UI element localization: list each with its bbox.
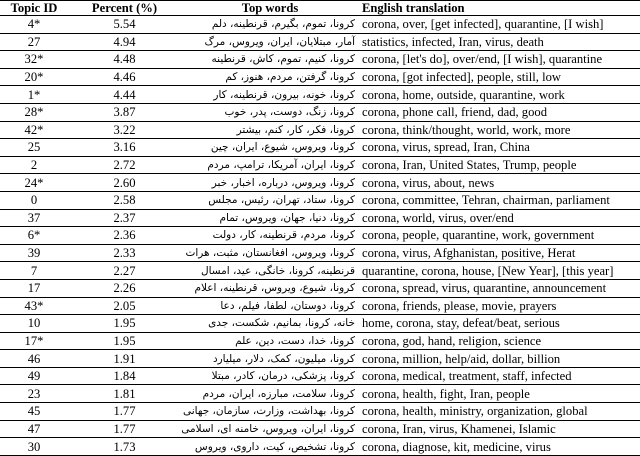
- percent-cell: 2.36: [68, 227, 181, 245]
- table-row: [0, 33, 640, 51]
- table-row: [0, 121, 640, 139]
- english-translation-cell: corona, virus, Afghanistan, positive, Herat: [359, 244, 640, 262]
- top-words-cell: کرونا، خونه، بیرون، قرنطینه، کار: [181, 86, 359, 104]
- table-row: [0, 139, 640, 157]
- percent-cell: 3.22: [68, 121, 181, 139]
- top-words-cell: کرونا، سلامت، مبارزه، ایران، مردم: [181, 385, 359, 403]
- table-row: [0, 103, 640, 121]
- english-translation-cell: corona, diagnose, kit, medicine, virus: [359, 438, 640, 456]
- english-translation-cell: corona, think/thought, world, work, more: [359, 121, 640, 139]
- topic-id-cell: 47: [0, 420, 68, 438]
- top-words-cell: کرونا، دوستان، لطفا، فیلم، دعا: [181, 297, 359, 315]
- percent-cell: 4.48: [68, 51, 181, 69]
- english-translation-cell: corona, friends, please, movie, prayers: [359, 297, 640, 315]
- english-translation-cell: corona, virus, about, news: [359, 174, 640, 192]
- percent-cell: 2.26: [68, 279, 181, 297]
- top-words-cell: کرونا، ایران، ویروس، خامنه ای، اسلامی: [181, 420, 359, 438]
- percent-cell: 2.33: [68, 244, 181, 262]
- table-row: [0, 86, 640, 104]
- table-row: [0, 403, 640, 421]
- topic-id-cell: 46: [0, 350, 68, 368]
- table-row: [0, 191, 640, 209]
- table-row: [0, 227, 640, 245]
- english-translation-cell: home, corona, stay, defeat/beat, serious: [359, 315, 640, 333]
- english-translation-cell: corona, Iran, United States, Trump, people: [359, 156, 640, 174]
- topic-id-cell: 10: [0, 315, 68, 333]
- percent-cell: 1.77: [68, 403, 181, 421]
- percent-cell: 4.94: [68, 33, 181, 51]
- header-top-words: Top words: [181, 1, 359, 16]
- table-header: [0, 1, 640, 16]
- top-words-cell: کرونا، بهداشت، وزارت، سازمان، جهانی: [181, 403, 359, 421]
- percent-cell: 5.54: [68, 16, 181, 34]
- english-translation-cell: corona, virus, spread, Iran, China: [359, 139, 640, 157]
- table-row: [0, 51, 640, 69]
- topic-id-cell: 23: [0, 385, 68, 403]
- percent-cell: 2.72: [68, 156, 181, 174]
- top-words-cell: کرونا، پزشکی، درمان، کادر، مبتلا: [181, 367, 359, 385]
- table-body: [0, 16, 640, 456]
- topic-id-cell: 1*: [0, 86, 68, 104]
- percent-cell: 4.46: [68, 68, 181, 86]
- top-words-cell: کرونا، خدا، دست، دین، علم: [181, 332, 359, 350]
- top-words-cell: کرونا، ستاد، تهران، رئیس، مجلس: [181, 191, 359, 209]
- english-translation-cell: corona, health, ministry, organization, global: [359, 403, 640, 421]
- table-row: [0, 350, 640, 368]
- table-row: [0, 420, 640, 438]
- percent-cell: 2.27: [68, 262, 181, 280]
- english-translation-cell: corona, phone call, friend, dad, good: [359, 103, 640, 121]
- english-translation-cell: statistics, infected, Iran, virus, death: [359, 33, 640, 51]
- header-english-translation: English translation: [359, 1, 640, 16]
- header-topic-id: Topic ID: [0, 1, 68, 16]
- percent-cell: 2.60: [68, 174, 181, 192]
- percent-cell: 2.37: [68, 209, 181, 227]
- percent-cell: 1.91: [68, 350, 181, 368]
- topic-id-cell: 17*: [0, 332, 68, 350]
- percent-cell: 4.44: [68, 86, 181, 104]
- percent-cell: 1.84: [68, 367, 181, 385]
- top-words-cell: کرونا، تشخیص، کیت، داروی، ویروس: [181, 438, 359, 456]
- topic-id-cell: 0: [0, 191, 68, 209]
- top-words-cell: کرونا، ویروس، افغانستان، مثبت، هرات: [181, 244, 359, 262]
- top-words-cell: کرونا، کنیم، تموم، کاش، قرنطینه: [181, 51, 359, 69]
- top-words-cell: کرونا، گرفتن، مردم، هنوز، کم: [181, 68, 359, 86]
- percent-cell: 1.73: [68, 438, 181, 456]
- topic-id-cell: 6*: [0, 227, 68, 245]
- top-words-cell: کرونا، ویروس، درباره، اخبار، خبر: [181, 174, 359, 192]
- english-translation-cell: corona, million, help/aid, dollar, billion: [359, 350, 640, 368]
- english-translation-cell: corona, spread, virus, quarantine, announcement: [359, 279, 640, 297]
- top-words-cell: کرونا، ایران، آمریکا، ترامپ، مردم: [181, 156, 359, 174]
- table-row: [0, 156, 640, 174]
- percent-cell: 1.95: [68, 332, 181, 350]
- table-row: [0, 262, 640, 280]
- topic-id-cell: 24*: [0, 174, 68, 192]
- english-translation-cell: corona, god, hand, religion, science: [359, 332, 640, 350]
- topic-id-cell: 30: [0, 438, 68, 456]
- top-words-cell: کرونا، زنگ، دوست، پدر، خوب: [181, 103, 359, 121]
- topic-id-cell: 27: [0, 33, 68, 51]
- english-translation-cell: corona, committee, Tehran, chairman, parliament: [359, 191, 640, 209]
- percent-cell: 1.95: [68, 315, 181, 333]
- top-words-cell: کرونا، مردم، قرنطینه، کار، دولت: [181, 227, 359, 245]
- topic-id-cell: 39: [0, 244, 68, 262]
- table-row: [0, 367, 640, 385]
- percent-cell: 2.05: [68, 297, 181, 315]
- table-row: [0, 279, 640, 297]
- english-translation-cell: corona, people, quarantine, work, government: [359, 227, 640, 245]
- header-percent: Percent (%): [68, 1, 181, 16]
- topic-id-cell: 4*: [0, 16, 68, 34]
- percent-cell: 1.77: [68, 420, 181, 438]
- table-row: [0, 315, 640, 333]
- top-words-cell: کرونا، ویروس، شیوع، ایران، چین: [181, 139, 359, 157]
- english-translation-cell: corona, home, outside, quarantine, work: [359, 86, 640, 104]
- english-translation-cell: quarantine, corona, house, [New Year], [this year]: [359, 262, 640, 280]
- top-words-cell: کرونا، فکر، کار، کنم، بیشتر: [181, 121, 359, 139]
- top-words-cell: کرونا، میلیون، کمک، دلار، میلیارد: [181, 350, 359, 368]
- topic-id-cell: 25: [0, 139, 68, 157]
- top-words-cell: قرنطینه، کرونا، خانگی، عید، امسال: [181, 262, 359, 280]
- table-row: [0, 244, 640, 262]
- percent-cell: 3.87: [68, 103, 181, 121]
- topic-id-cell: 20*: [0, 68, 68, 86]
- english-translation-cell: corona, [let's do], over/end, [I wish], quarantine: [359, 51, 640, 69]
- table-row: [0, 68, 640, 86]
- english-translation-cell: corona, health, fight, Iran, people: [359, 385, 640, 403]
- table-row: [0, 438, 640, 456]
- topic-id-cell: 2: [0, 156, 68, 174]
- table-row: [0, 332, 640, 350]
- english-translation-cell: corona, over, [get infected], quarantine, [I wish]: [359, 16, 640, 34]
- percent-cell: 3.16: [68, 139, 181, 157]
- table-row: [0, 385, 640, 403]
- topic-id-cell: 43*: [0, 297, 68, 315]
- topic-id-cell: 42*: [0, 121, 68, 139]
- table-row: [0, 209, 640, 227]
- english-translation-cell: corona, [got infected], people, still, low: [359, 68, 640, 86]
- english-translation-cell: corona, medical, treatment, staff, infected: [359, 367, 640, 385]
- english-translation-cell: corona, Iran, virus, Khamenei, Islamic: [359, 420, 640, 438]
- table-row: [0, 16, 640, 34]
- topic-id-cell: 45: [0, 403, 68, 421]
- top-words-cell: آمار، مبتلایان، ایران، ویروس، مرگ: [181, 33, 359, 51]
- top-words-cell: کرونا، شیوع، ویروس، قرنطینه، اعلام: [181, 279, 359, 297]
- english-translation-cell: corona, world, virus, over/end: [359, 209, 640, 227]
- topic-id-cell: 49: [0, 367, 68, 385]
- percent-cell: 1.81: [68, 385, 181, 403]
- top-words-cell: کرونا، تموم، بگیرم، قرنطینه، دلم: [181, 16, 359, 34]
- top-words-cell: خانه، کرونا، بمانیم، شکست، جدی: [181, 315, 359, 333]
- topic-id-cell: 32*: [0, 51, 68, 69]
- percent-cell: 2.58: [68, 191, 181, 209]
- header-row: [0, 1, 640, 16]
- topic-id-cell: 17: [0, 279, 68, 297]
- topic-id-cell: 37: [0, 209, 68, 227]
- table-row: [0, 297, 640, 315]
- topic-id-cell: 7: [0, 262, 68, 280]
- top-words-cell: کرونا، دنیا، جهان، ویروس، تمام: [181, 209, 359, 227]
- topic-id-cell: 28*: [0, 103, 68, 121]
- table-row: [0, 174, 640, 192]
